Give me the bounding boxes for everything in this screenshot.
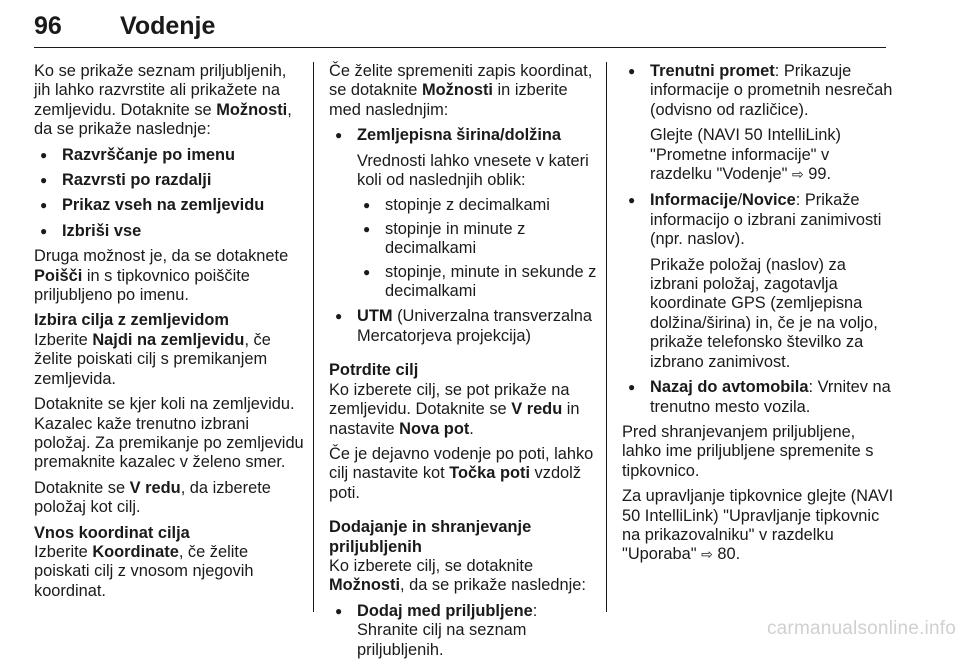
page-reference-icon: ⇨ (701, 547, 713, 564)
page-number: 96 (34, 12, 62, 40)
page-header (34, 8, 886, 48)
paragraph: Dotaknite se kjer koli na zemljevidu. Kazalec kaže trenutno izbrani položaj. Za premikanje po zemljevidu premaknite kazalec v želeno smer. (34, 395, 304, 472)
paragraph: Če je dejavno vodenje po poti, lahko cilj nastavite kot Točka poti vzdolž poti. (329, 444, 594, 502)
list-item: ● Izbriši vse (34, 222, 304, 241)
section-title: Vodenje (120, 12, 216, 40)
paragraph: Če želite spremeniti zapis koordinat, se dotaknite Možnosti in izberite med naslednjim: (329, 62, 593, 119)
favourites-options-list (34, 146, 304, 242)
format-sublist (357, 196, 601, 301)
paragraph: Dotaknite se V redu, da izberete položaj kot cilj. (34, 478, 271, 517)
paragraph: Ko izberete cilj, se pot prikaže na zemljevidu. Dotaknite se V redu in nastavite Nova pot. (329, 380, 580, 438)
list-item: ● stopinje in minute z decimalkami (357, 220, 601, 259)
list-item: ● Trenutni promet: Prikazuje informacije o prometnih nesrečah (odvisno od različice). Glejte (NAVI 50 IntelliLink) "Prometne informacije" v razdelku "Vodenje" ⇨ 99. (622, 62, 894, 185)
paragraph: Ko se prikaže seznam priljubljenih, jih lahko razvrstite ali prikažete na zemljevidu. Dotaknite se Možnosti, da se prikaže naslednje: (34, 62, 292, 139)
paragraph: Druga možnost je, da se dotaknete Poišči in s tipkovnico poiščite priljubljeno po imenu. (34, 247, 289, 305)
favourite-actions-list (622, 62, 894, 417)
page-reference-icon: ⇨ (791, 167, 804, 184)
column-3 (622, 62, 894, 572)
coordinate-format-list (329, 126, 601, 346)
column-1 (34, 62, 304, 607)
subheading: Potrdite cilj (329, 361, 419, 380)
list-item: ● UTM (Univerzalna transverzalna Mercatorjeva projekcija) (329, 307, 601, 346)
paragraph: Izberite Najdi na zemljevidu, če želite poiskati cilj s premikanjem zemljevida. (34, 330, 271, 388)
list-item: ● Prikaz vseh na zemljevidu (34, 196, 304, 215)
list-item: ● Zemljepisna širina/dolžina Vrednosti lahko vnesete v kateri koli od naslednjih oblik: ● stopinje z decimalkami ● stopinje in minute z decimalkami ● stopinje, minute in sekunde z decimalkami (329, 126, 601, 301)
column-divider (606, 62, 607, 612)
list-item: ● Razvrščanje po imenu (34, 146, 304, 165)
paragraph: Izberite Koordinate, če želite poiskati cilj z vnosom njegovih koordinat. (34, 542, 254, 600)
list-item: ● stopinje, minute in sekunde z decimalkami (357, 263, 601, 302)
column-2 (329, 62, 601, 666)
list-item: ● stopinje z decimalkami (357, 196, 601, 215)
paragraph: Za upravljanje tipkovnice glejte (NAVI 50 IntelliLink) "Upravljanje tipkovnic na prikazovalniku" v razdelku "Uporaba" ⇨ 80. (622, 487, 894, 564)
column-divider (313, 62, 314, 612)
list-item: ● Razvrsti po razdalji (34, 171, 304, 190)
paragraph: Pred shranjevanjem priljubljene, lahko ime priljubljene spremenite s tipkovnico. (622, 422, 874, 480)
list-item: ● Informacije/Novice: Prikaže informacijo o izbrani zanimivosti (npr. naslov). Prikaže položaj (naslov) za izbrani položaj, zagotavlja koordinate GPS (zemljepisna dolžina/širina) in, če je na voljo, prikaže telefonsko številko za izbrano zanimivost. (622, 191, 894, 372)
paragraph: Ko izberete cilj, se dotaknite Možnosti, da se prikaže naslednje: (329, 556, 586, 595)
watermark: carmanualsonline.info (766, 618, 956, 639)
header-divider (34, 47, 886, 48)
subheading: Vnos koordinat cilja (34, 523, 190, 542)
subheading: Izbira cilja z zemljevidom (34, 311, 229, 330)
list-item: ● Dodaj med priljubljene: Shranite cilj na seznam priljubljenih. (329, 602, 601, 660)
save-options-list (329, 602, 601, 660)
list-item: ● Nazaj do avtomobila: Vrnitev na trenutno mesto vozila. (622, 378, 894, 417)
subheading: Dodajanje in shranjevanje priljubljenih (329, 518, 532, 556)
